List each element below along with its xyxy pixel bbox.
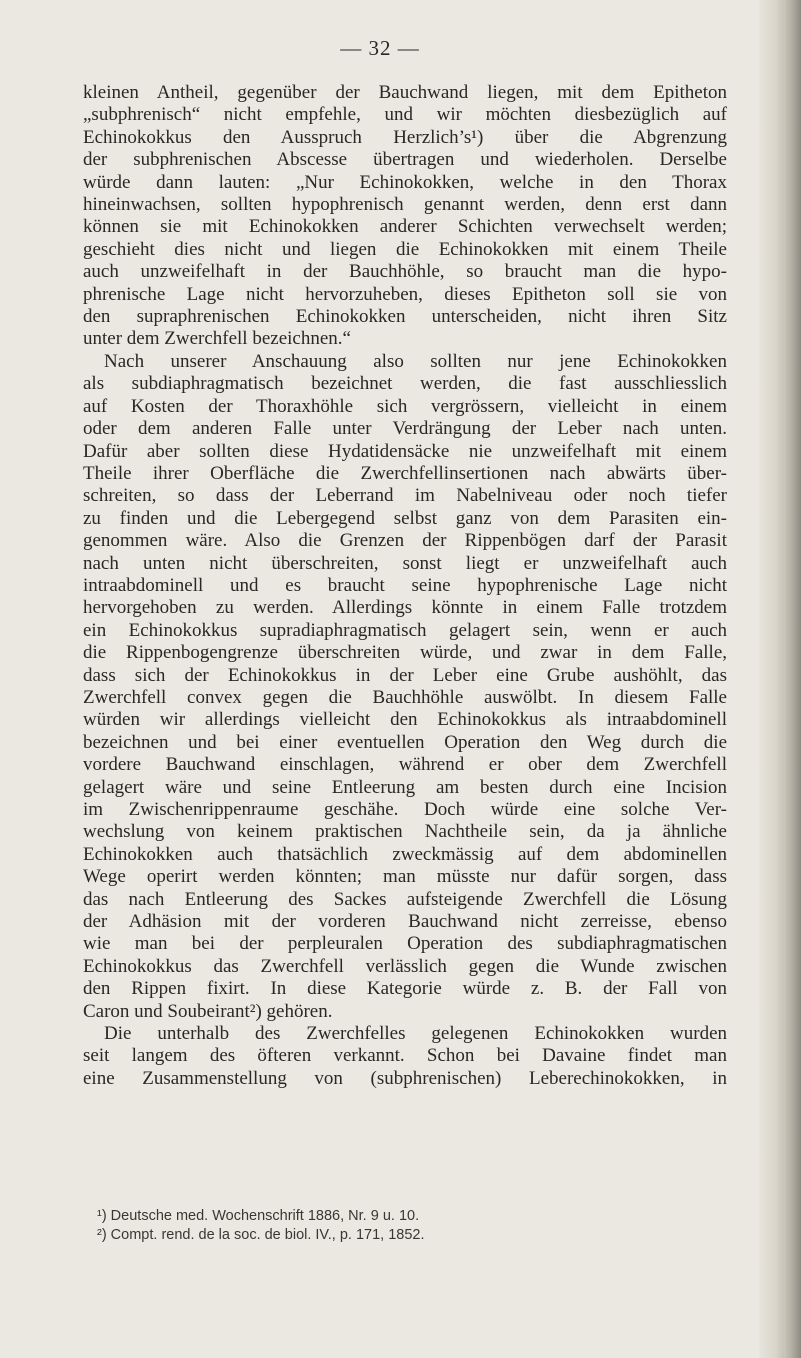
text-line: Echinokokkus das Zwerchfell verlässlich gegen die Wunde zwischen [83,955,727,977]
text-line: hineinwachsen, sollten hypophrenisch genannt werden, denn erst dann [83,194,727,216]
page-number: — 32 — [340,36,420,60]
text-line: ein Echinokokkus supradiaphragmatisch gelagert sein, wenn er auch [83,619,727,641]
text-line: eine Zusammenstellung von (subphrenischen) Leberechinokokken, in [83,1067,727,1089]
text-line: das nach Entleerung des Sackes aufsteigende Zwerchfell die Lösung [83,888,727,910]
text-line: Dafür aber sollten diese Hydatidensäcke nie unzweifelhaft mit einem [83,440,727,462]
text-line: hervorgehoben zu werden. Allerdings könnte in einem Falle trotzdem [83,597,727,619]
text-line: unter dem Zwerchfell bezeichnen.“ [83,328,351,350]
text-line: gelagert wäre und seine Entleerung am besten durch eine Incision [83,776,727,798]
text-line: Theile ihrer Oberfläche die Zwerchfellinsertionen nach abwärts über- [83,462,727,484]
text-line: oder dem anderen Falle unter Verdrängung der Leber nach unten. [83,418,727,440]
text-line: auch unzweifelhaft in der Bauchhöhle, so braucht man die hypo- [83,261,727,283]
text-line: auf Kosten der Thoraxhöhle sich vergrössern, vielleicht in einem [83,395,727,417]
text-line: der Adhäsion mit der vorderen Bauchwand nicht zerreisse, ebenso [83,911,727,933]
footnote: ²) Compt. rend. de la soc. de biol. IV., p. 171, 1852. [97,1227,425,1243]
text-line: als subdiaphragmatisch bezeichnet werden, die fast ausschliesslich [83,373,727,395]
text-line: Nach unserer Anschauung also sollten nur jene Echinokokken [104,350,727,372]
text-line: wie man bei der perpleuralen Operation des subdiaphragmatischen [83,933,727,955]
text-line: im Zwischenrippenraume geschähe. Doch würde eine solche Ver- [83,799,727,820]
text-line: seit langem des öfteren verkannt. Schon bei Davaine findet man [83,1045,727,1067]
text-line: Zwerchfell convex gegen die Bauchhöhle auswölbt. In diesem Falle [83,686,727,708]
footnotes [97,1207,697,1245]
text-line: bezeichnen und bei einer eventuellen Operation den Weg durch die [83,731,727,753]
text-line: kleinen Antheil, gegenüber der Bauchwand liegen, mit dem Epitheton [83,82,727,103]
text-line: vordere Bauchwand einschlagen, während er ober dem Zwerchfell [83,754,727,776]
text-line: den Rippen fixirt. In diese Kategorie würde z. B. der Fall von [83,978,727,1000]
text-line: Echinokokken auch thatsächlich zweckmässig auf dem abdominellen [83,843,727,865]
text-line: den supraphrenischen Echinokokken unterscheiden, nicht ihren Sitz [83,306,727,328]
text-line: Caron und Soubeirant²) gehören. [83,1000,333,1022]
text-line: Wege operirt werden könnten; man müsste nur dafür sorgen, dass [83,866,727,888]
text-line: „subphrenisch“ nicht empfehle, und wir möchten diesbezüglich auf [83,104,727,126]
text-line: Die unterhalb des Zwerchfelles gelegenen Echinokokken wurden [104,1023,727,1045]
text-line: schreiten, so dass der Leberrand im Nabelniveau oder noch tiefer [83,485,727,507]
text-line: phrenische Lage nicht hervorzuheben, dieses Epitheton soll sie von [83,283,727,305]
text-line: die Rippenbogengrenze überschreiten würde, und zwar in dem Falle, [83,642,727,664]
text-line: würde dann lauten: „Nur Echinokokken, welche in den Thorax [83,171,727,193]
text-line: geschieht dies nicht und liegen die Echinokokken mit einem Theile [83,238,727,260]
text-line: würden wir allerdings vielleicht den Echinokokkus als intraabdominell [83,709,727,731]
page-edge-shadow [759,0,801,1358]
text-line: können sie mit Echinokokken anderer Schichten verwechselt werden; [83,216,727,238]
text-line: intraabdominell und es braucht seine hypophrenische Lage nicht [83,574,727,596]
text-line: Echinokokkus den Ausspruch Herzlich’s¹) über die Abgrenzung [83,126,727,148]
text-line: der subphrenischen Abscesse übertragen und wiederholen. Derselbe [83,149,727,171]
text-line: genommen wäre. Also die Grenzen der Rippenbögen darf der Parasit [83,530,727,552]
footnote: ¹) Deutsche med. Wochenschrift 1886, Nr. 9 u. 10. [97,1208,420,1224]
text-line: wechslung von keinem praktischen Nachtheile sein, da ja ähnliche [83,821,727,843]
text-line: zu finden und die Lebergegend selbst ganz von dem Parasiten ein- [83,507,727,529]
text-line: dass sich der Echinokokkus in der Leber eine Grube aushöhlt, das [83,664,727,686]
text-line: nach unten nicht überschreiten, sonst liegt er unzweifelhaft auch [83,552,727,574]
body-text [83,82,727,1090]
